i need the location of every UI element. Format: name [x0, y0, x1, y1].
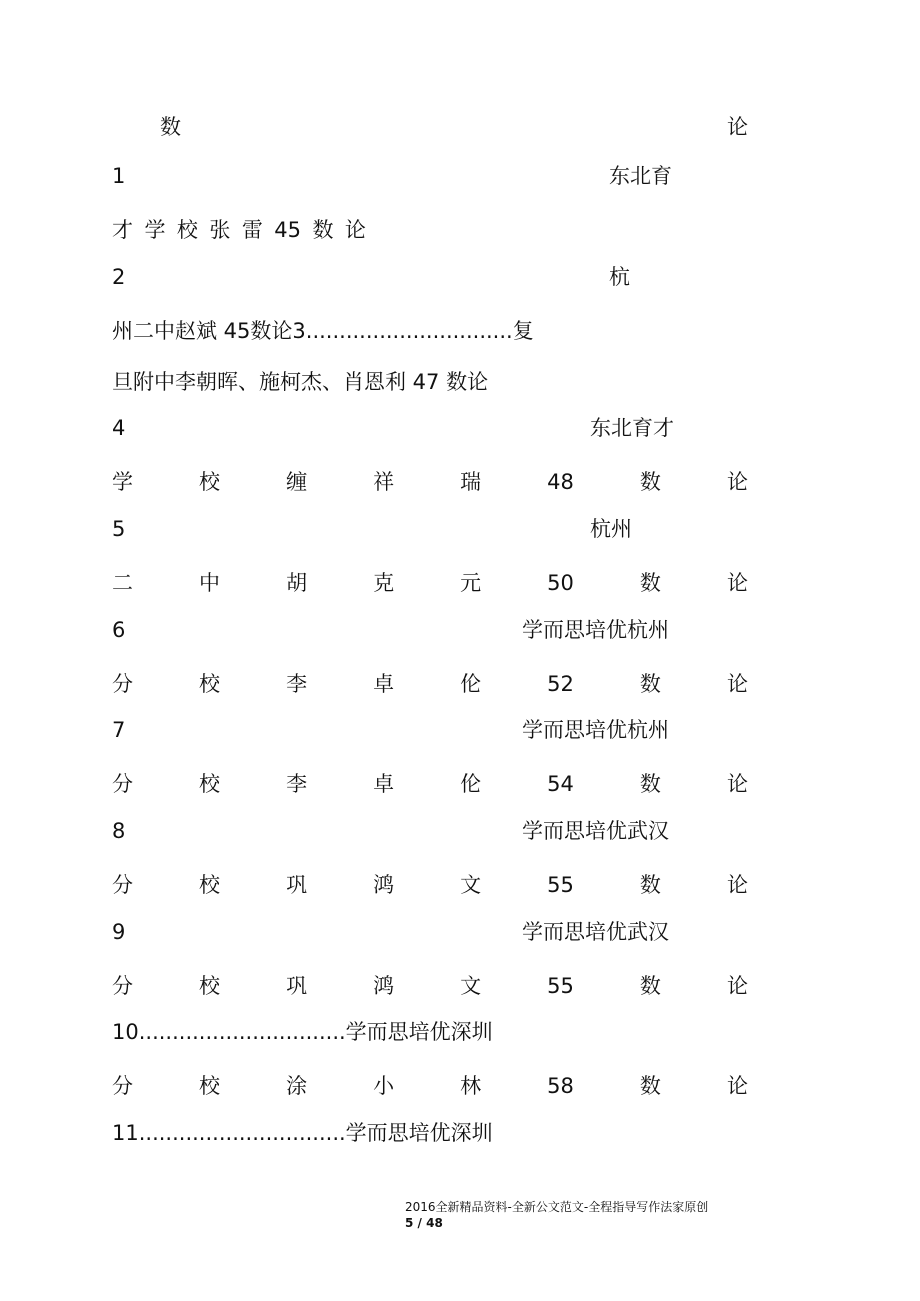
entry-number: 4: [112, 416, 126, 440]
toc-entry-4: [112, 413, 748, 443]
detail-char: 李: [286, 672, 308, 696]
detail-char: 巩: [286, 974, 308, 998]
detail-page: 54: [547, 772, 574, 796]
toc-entry-3: [112, 367, 748, 397]
detail-char: 卓: [373, 672, 395, 696]
toc-entry-5: [112, 514, 748, 544]
toc-entry-9: [112, 917, 748, 947]
entry-destination: 学而思培优武汉: [522, 920, 669, 944]
detail-char: 伦: [460, 772, 482, 796]
detail-end: 复: [512, 319, 534, 343]
detail-char: 论: [726, 571, 748, 595]
entry-destination: 学而思培优杭州: [522, 618, 669, 642]
entry-number: 10: [112, 1020, 139, 1044]
detail-char: 数: [639, 974, 661, 998]
toc-entry-11: [112, 1118, 748, 1148]
detail-char: 校: [199, 672, 221, 696]
page-number: 5 / 48: [405, 1216, 443, 1230]
toc-entry-7-detail: [112, 769, 748, 799]
detail-char: 分: [112, 1074, 133, 1098]
detail-char: 分: [112, 772, 133, 796]
detail-char: 中: [199, 571, 221, 595]
detail-char: 巩: [286, 873, 308, 897]
entry-destination: 东北育才: [590, 416, 674, 440]
entry-number: 11: [112, 1121, 139, 1145]
detail-char: 卓: [373, 772, 395, 796]
detail-char: 数: [639, 772, 661, 796]
detail-char: 涂: [286, 1074, 308, 1098]
detail-char: 胡: [286, 571, 308, 595]
detail-page: 52: [547, 672, 574, 696]
detail-char: 雷: [241, 218, 263, 242]
detail-char: 论: [344, 218, 366, 242]
detail-page: 48: [547, 470, 574, 494]
detail-text: 州二中赵斌 45数论3: [112, 319, 306, 343]
detail-char: 数: [639, 672, 661, 696]
entry-destination: 学而思培优深圳: [345, 1020, 493, 1044]
dot-leader: ...............................: [305, 319, 513, 343]
toc-entry-4-detail: [112, 467, 748, 497]
detail-char: 鸿: [373, 873, 395, 897]
toc-entry-2: [112, 262, 748, 292]
entry-destination: 学而思培优武汉: [522, 819, 669, 843]
detail-char: 克: [373, 571, 395, 595]
detail-page: 55: [547, 974, 574, 998]
detail-char: 数: [639, 571, 661, 595]
toc-header-right: 论: [727, 115, 748, 139]
detail-char: 二: [112, 571, 133, 595]
entry-destination: 东北育: [609, 164, 672, 188]
footer-note: 2016全新精品资料-全新公文范文-全程指导写作法家原创: [405, 1200, 709, 1214]
toc-entry-1: [112, 161, 748, 191]
detail-char: 伦: [460, 672, 482, 696]
detail-char: 文: [460, 873, 482, 897]
toc-entry-9-detail: [112, 971, 748, 1001]
detail-char: 校: [199, 772, 221, 796]
dot-leader: ...............................: [138, 1121, 346, 1145]
toc-entry-8: [112, 816, 748, 846]
toc-entry-10-detail: [112, 1071, 748, 1101]
detail-char: 鸿: [373, 974, 395, 998]
toc-header-left: 数: [160, 115, 181, 139]
detail-char: 校: [199, 1074, 221, 1098]
detail-char: 李: [286, 772, 308, 796]
detail-char: 论: [726, 470, 748, 494]
detail-page: 45: [274, 218, 301, 242]
detail-char: 数: [639, 470, 661, 494]
toc-entry-2-detail: [112, 316, 748, 346]
toc-header: [112, 112, 748, 142]
detail-page: 50: [547, 571, 574, 595]
entry-number: 6: [112, 618, 126, 642]
detail-char: 瑞: [460, 470, 482, 494]
detail-char: 林: [460, 1074, 482, 1098]
detail-char: 校: [199, 873, 221, 897]
entry-number: 9: [112, 920, 126, 944]
toc-entry-8-detail: [112, 870, 748, 900]
detail-char: 数: [639, 873, 661, 897]
detail-char: 缠: [286, 470, 308, 494]
entry-destination: 学而思培优深圳: [345, 1121, 493, 1145]
entry-number: 8: [112, 819, 126, 843]
toc-entry-1-detail: [112, 215, 366, 245]
entry-number: 5: [112, 517, 126, 541]
detail-char: 校: [176, 218, 198, 242]
detail-page: 55: [547, 873, 574, 897]
detail-char: 祥: [373, 470, 395, 494]
entry-number: 7: [112, 718, 126, 742]
toc-entry-6-detail: [112, 669, 748, 699]
detail-char: 数: [312, 218, 334, 242]
entry-number: 2: [112, 265, 126, 289]
entry-destination: 杭州: [590, 517, 632, 541]
entry-number: 1: [112, 164, 126, 188]
detail-char: 数: [639, 1074, 661, 1098]
detail-char: 才: [112, 218, 133, 242]
detail-char: 校: [199, 974, 221, 998]
detail-char: 分: [112, 873, 133, 897]
detail-char: 论: [726, 1074, 748, 1098]
toc-entry-10: [112, 1017, 748, 1047]
detail-char: 学: [144, 218, 166, 242]
entry-destination: 学而思培优杭州: [522, 718, 669, 742]
detail-char: 论: [726, 974, 748, 998]
detail-char: 分: [112, 974, 133, 998]
toc-entry-6: [112, 615, 748, 645]
detail-char: 论: [726, 672, 748, 696]
detail-char: 文: [460, 974, 482, 998]
detail-char: 小: [373, 1074, 395, 1098]
toc-entry-5-detail: [112, 568, 748, 598]
detail-char: 分: [112, 672, 133, 696]
detail-page: 58: [547, 1074, 574, 1098]
detail-char: 论: [726, 873, 748, 897]
detail-char: 元: [460, 571, 482, 595]
detail-text: 旦附中李朝晖、施柯杰、肖恩利 47 数论: [112, 370, 489, 394]
dot-leader: ...............................: [138, 1020, 346, 1044]
detail-char: 校: [199, 470, 221, 494]
detail-char: 学: [112, 470, 133, 494]
toc-entry-7: [112, 715, 748, 745]
detail-char: 论: [726, 772, 748, 796]
entry-destination: 杭: [609, 265, 630, 289]
detail-char: 张: [209, 218, 231, 242]
